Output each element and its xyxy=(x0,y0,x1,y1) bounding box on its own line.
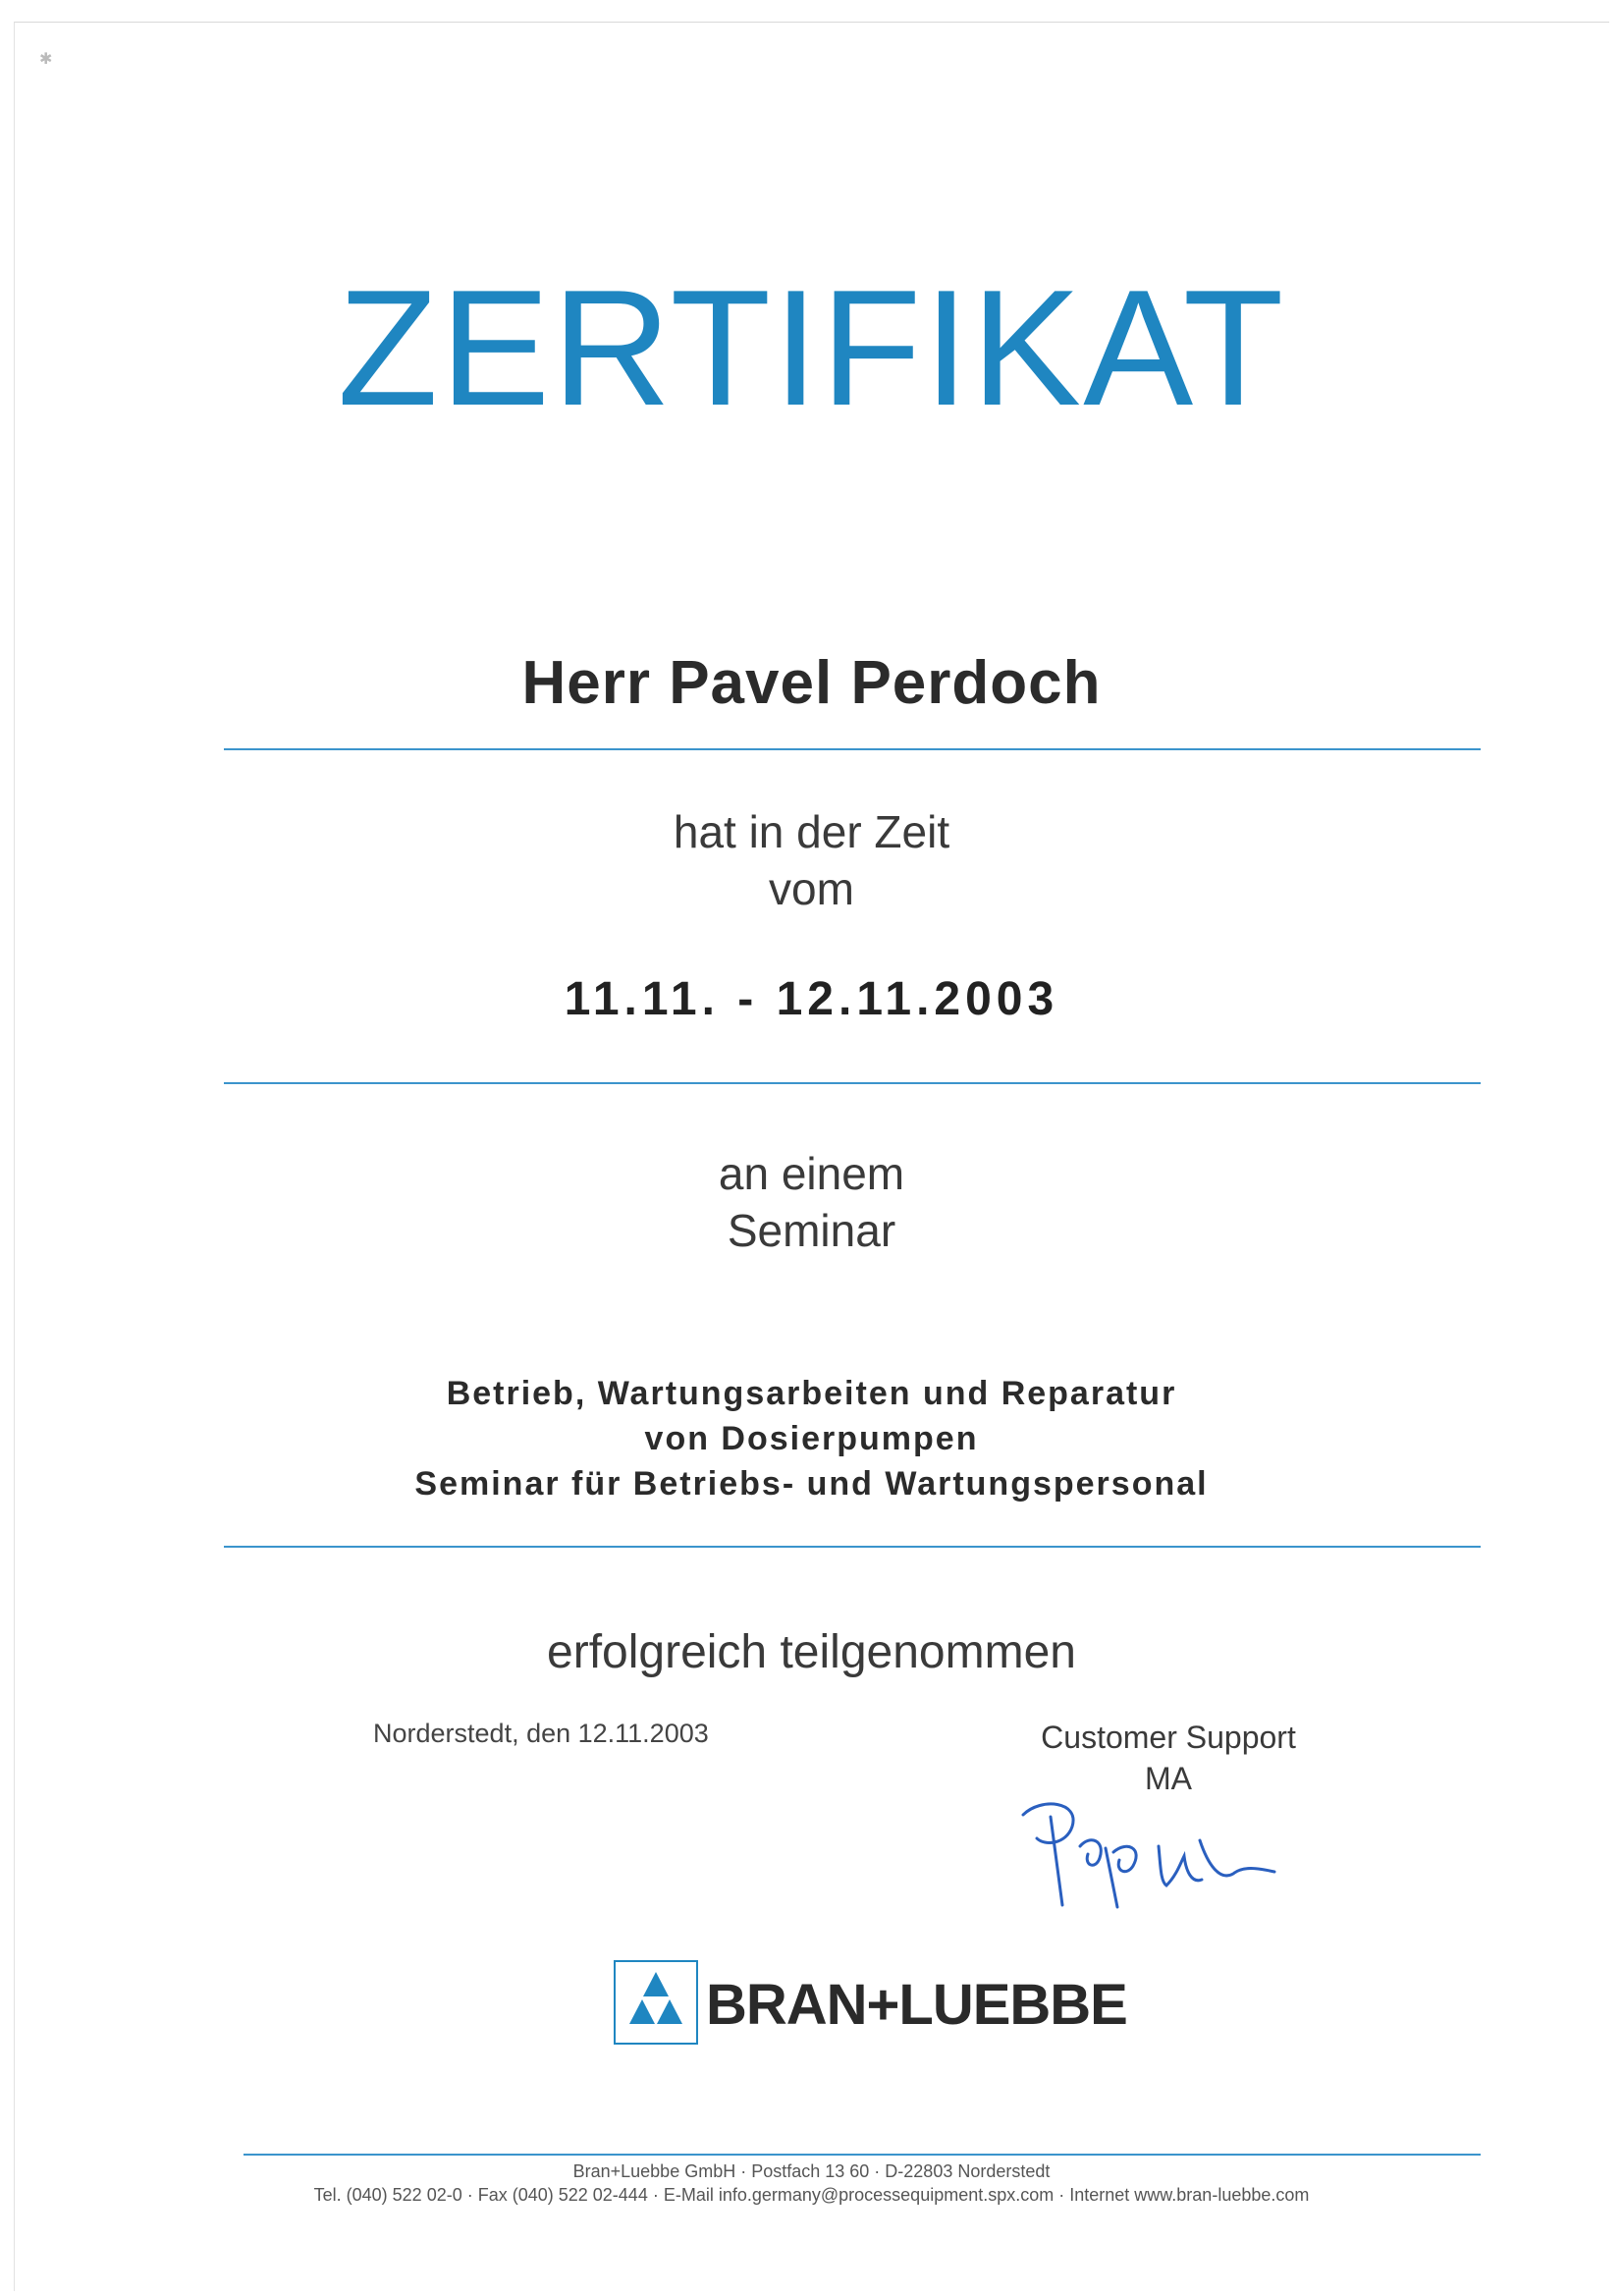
recipient-name: Herr Pavel Perdoch xyxy=(521,649,1102,717)
divider-line xyxy=(224,748,1481,750)
signatory-department: Customer Support xyxy=(1041,1720,1296,1755)
place-date: Norderstedt, den 12.11.2003 xyxy=(373,1719,709,1748)
seminar-intro-1: an einem xyxy=(718,1148,905,1199)
company-logo-text: BRAN+LUEBBE xyxy=(706,1973,1127,2037)
result-text: erfolgreich teilgenommen xyxy=(547,1626,1076,1678)
period-intro-1: hat in der Zeit xyxy=(673,806,950,857)
course-line-3: Seminar für Betriebs- und Wartungspersonal xyxy=(414,1465,1209,1503)
seminar-intro-2: Seminar xyxy=(727,1205,896,1256)
signature xyxy=(1011,1787,1306,1925)
period-intro-2: vom xyxy=(769,863,854,914)
seminar-dates: 11.11. - 12.11.2003 xyxy=(564,973,1059,1025)
signatory-role: MA xyxy=(1145,1761,1192,1796)
footer-divider xyxy=(243,2154,1481,2156)
course-line-2: von Dosierpumpen xyxy=(644,1420,979,1457)
course-line-1: Betrieb, Wartungsarbeiten und Reparatur xyxy=(446,1375,1177,1412)
divider-line xyxy=(224,1546,1481,1548)
course-title xyxy=(0,1371,1623,1506)
scan-mark: ✱ xyxy=(39,51,53,68)
divider-line xyxy=(224,1082,1481,1084)
footer-contact: Tel. (040) 522 02-0 · Fax (040) 522 02-444 · E-Mail info.germany@processequipment.spx.com · Internet www.bran-luebbe.com xyxy=(313,2185,1310,2205)
footer-address: Bran+Luebbe GmbH · Postfach 13 60 · D-22803 Norderstedt xyxy=(572,2161,1051,2181)
certificate-title: ZERTIFIKAT xyxy=(337,255,1286,440)
triangle-logo-icon xyxy=(614,1960,698,2045)
